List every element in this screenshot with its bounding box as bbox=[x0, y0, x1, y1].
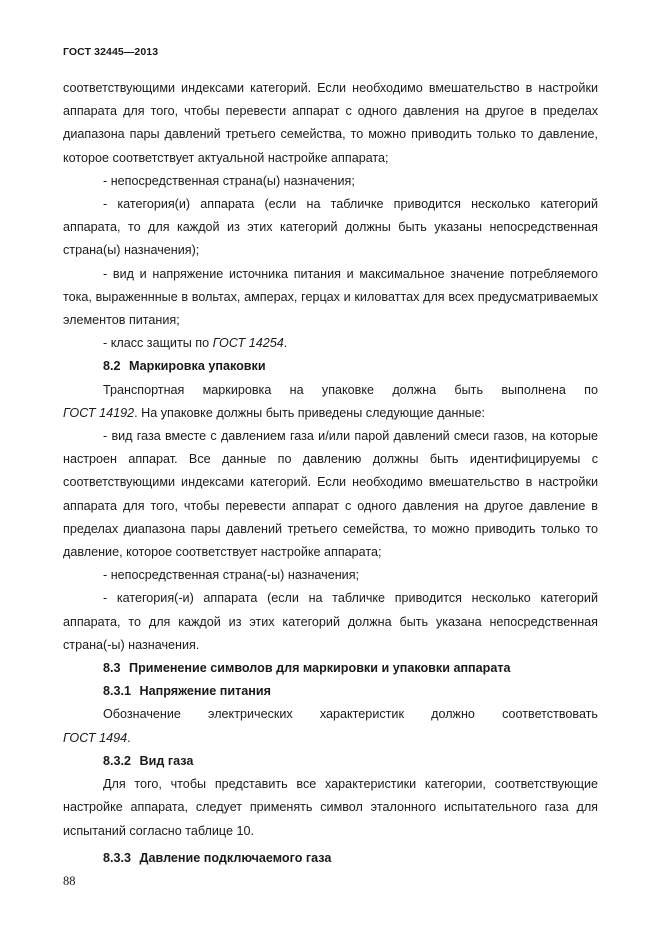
section-heading-8-3-1 bbox=[63, 680, 598, 703]
section-heading-8-3 bbox=[63, 657, 598, 680]
paragraph-transport-rest bbox=[63, 402, 598, 425]
standard-reference: ГОСТ 14254 bbox=[212, 336, 284, 351]
standard-reference: ГОСТ 14192 bbox=[63, 405, 135, 420]
list-item-country: - непосредственная страна(ы) назначения; bbox=[103, 173, 355, 188]
list-item-protection-class bbox=[63, 332, 598, 355]
section-title: Напряжение питания bbox=[139, 684, 271, 699]
list-item-category: - категория(и) аппарата (если на табличке приводится несколько категорий аппарата, то для каждой из этих категорий должны быть указаны непосредственная страна(ы) назначения); bbox=[63, 197, 598, 258]
list-item-category-pack: - категория(-и) аппарата (если на табличке приводится несколько категорий аппарата, то для каждой из этих категорий должна быть указана непосредственная страна(-ы) назначения. bbox=[63, 591, 598, 652]
paragraph-continuation: соответствующими индексами категорий. Если необходимо вмешательство в настройки аппарата для того, чтобы перевести аппарат с одного давления на другое в пределах диапазона пары давлений третьего семейства, то можно приводить только то давление, которое соответствует актуальной настройке аппарата; bbox=[63, 81, 598, 165]
section-number: 8.3 bbox=[103, 661, 121, 676]
text: . bbox=[127, 730, 131, 745]
list-item-power: - вид и напряжение источника питания и максимальное значение потребляемого тока, выраженнные в вольтах, амперах, герцах и киловаттах для всех предусматриваемых элементов питания; bbox=[63, 266, 598, 328]
section-heading-8-2 bbox=[63, 355, 598, 378]
page-number: 88 bbox=[63, 874, 76, 888]
section-heading-8-3-2 bbox=[63, 750, 598, 773]
section-number: 8.3.1 bbox=[103, 684, 132, 699]
paragraph-transport-line: Транспортная маркировка на упаковке должна быть выполнена по bbox=[103, 382, 598, 397]
list-item-country-pack: - непосредственная страна(-ы) назначения; bbox=[103, 568, 360, 583]
text: . На упаковке должны быть приведены следующие данные: bbox=[134, 405, 485, 420]
paragraph-voltage-rest bbox=[63, 727, 598, 750]
section-heading-8-3-3 bbox=[63, 847, 598, 870]
section-title: Давление подключаемого газа bbox=[139, 850, 332, 865]
section-number: 8.3.3 bbox=[103, 850, 132, 865]
section-number: 8.3.2 bbox=[103, 753, 132, 768]
standard-reference: ГОСТ 1494 bbox=[63, 730, 128, 745]
text: - класс защиты по bbox=[103, 336, 213, 351]
section-title: Вид газа bbox=[139, 753, 194, 768]
document-header: ГОСТ 32445—2013 bbox=[63, 46, 159, 58]
page-content bbox=[63, 77, 598, 870]
section-number: 8.2 bbox=[103, 359, 121, 374]
section-title: Применение символов для маркировки и упаковки аппарата bbox=[129, 661, 511, 676]
text: . bbox=[283, 336, 288, 351]
list-item-gas-type: - вид газа вместе с давлением газа и/или парой давлений смеси газов, на которые настроен аппарат. Все данные по давлению должны быть идентифицируемы с соответствующими индексами категорий. Если необходимо вмешательство в настройки аппарата для того, чтобы перевести аппарат с одного давления на другое давление в пределах диапазона пары давлений третьего семейства, то можно приводить только то давление, которое соответствует настройке аппарата; bbox=[63, 429, 598, 560]
paragraph-gas-symbol: Для того, чтобы представить все характеристики категории, соответствующие настройке аппарата, следует применять символ эталонного испытательного газа для испытаний согласно таблице 10. bbox=[63, 777, 598, 838]
paragraph-voltage-line: Обозначение электрических характеристик должно соответствовать bbox=[103, 707, 598, 722]
section-title: Маркировка упаковки bbox=[129, 359, 266, 374]
